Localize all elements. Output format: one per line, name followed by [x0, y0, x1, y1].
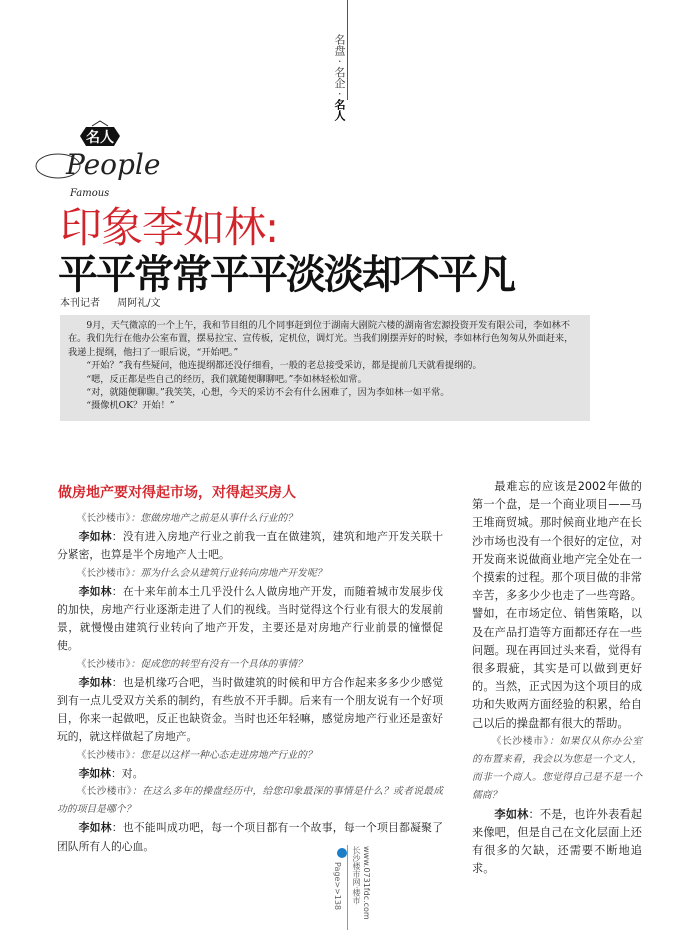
magazine-name: 《长沙楼市》 [76, 513, 131, 524]
magazine-name: 《长沙楼市》 [76, 749, 131, 761]
section-item-mingqi: 名企 [333, 66, 346, 89]
paragraph-text: 也是机缘巧合吧，当时做建筑的时候和甲方合作起来多多少少感觉到有一点儿受双方关系的制约，有些放不开手脚。后来有一个朋友说有一个好项目，你来一起做吧，反正也缺资金。当时也还年轻嘛，感觉房地产行业还是蛮好玩的，就这样做起了房地产。 [57, 675, 444, 744]
paragraph-text: 也不能叫成功吧，每一个项目都有一个故事，每一个项目都凝聚了团队所有人的心血。 [57, 821, 444, 853]
footer-line [347, 845, 348, 930]
section-divider-line [347, 0, 348, 100]
speaker-name: 李如林 [78, 584, 112, 598]
footer-url-text: www.0731fdc.com [362, 846, 371, 920]
footer-url [351, 846, 371, 920]
question-paragraph: 《长沙楼市》：如果仅从你办公室的布置来看，我会以为您是一个文人，而非一个商人。您觉得自己是不是一个儒商？ [472, 735, 643, 802]
paragraph-text: 不是，也许外表看起来像吧，但是自己在文化层面上还有很多的欠缺，还需要不断地追求。 [472, 807, 642, 876]
speaker-name: 李如林 [78, 675, 112, 689]
speaker-name: 李如林 [494, 807, 529, 821]
subheading: 做房地产要对得起市场，对得起买房人 [58, 485, 296, 501]
magazine-name: 《长沙楼市》 [76, 567, 131, 579]
question-paragraph: 《长沙楼市》：那为什么会从建筑行业转向房地产开发呢？ [76, 567, 327, 579]
lead-paragraph: “摄像机OK？开始！” [86, 400, 175, 412]
separator: · [333, 59, 346, 63]
svg-text:名人: 名人 [86, 130, 114, 146]
page-number: Page>>138 [333, 862, 342, 911]
answer-paragraph: 李如林：对。 [78, 766, 144, 780]
question-paragraph: 《长沙楼市》：您是以这样一种心态走进房地产行业的？ [76, 749, 317, 761]
magazine-name: 《长沙楼市》 [76, 786, 132, 798]
answer-paragraph: 李如林：不是，也许外表看起来像吧，但是自己在文化层面上还有很多的欠缺，还需要不断地追求。 [472, 807, 642, 876]
section-item-mingren: 名人 [333, 99, 346, 121]
footer-site-text: 长沙楼市网·楼市 [352, 846, 361, 905]
separator: · [333, 92, 346, 96]
famous-people-logo [30, 120, 180, 200]
lead-paragraph: “对，就随便聊聊。”我笑笑，心想，今天的采访不会有什么困难了，因为李如林一如平常。 [86, 387, 450, 399]
svg-text:People: People [66, 148, 161, 181]
paragraph-text: 那为什么会从建筑行业转向房地产开发呢？ [140, 567, 327, 579]
title-line-2: 平平常常平平淡淡却不平凡 [58, 252, 514, 298]
paragraph-text: 没有进入房地产行业之前我一直在做建筑，建筑和地产开发关联十分紧密，也算是半个房地产人士吧。 [57, 530, 444, 562]
footer-dot-icon [337, 848, 347, 858]
answer-paragraph: 李如林：在十来年前本土几乎没什么人做房地产开发，而随着城市发展步伐的加快，房地产行业逐渐走进了人们的视线。当时觉得这个行业有很大的发展前景，就慢慢由建筑行业转向了地产开发，主要还是对房地产行业前景的憧憬促使。 [57, 584, 444, 653]
byline-role: 本刊记者 [60, 298, 100, 309]
paragraph-text: 您做房地产之前是从事什么行业的？ [140, 513, 298, 524]
byline-author: 周阿礼/文 [117, 298, 161, 309]
paragraph-text: 如果仅从你办公室的布置来看，我会以为您是一个文人，而非一个商人。您觉得自己是不是一个儒商？ [472, 735, 643, 802]
left-column [57, 510, 443, 856]
speaker-name: 李如林 [78, 530, 112, 544]
paragraph-text: 最难忘的应该是2002年做的第一个盘，是一个商业项目——马王堆商贸城。那时候商业地产在长沙市场也没有一个很好的定位，对开发商来说做商业地产完全处在一个摸索的过程。那个项目做的非常辛苦，多多少少也走了一些弯路。譬如，在市场定位、销售策略，以及在产品打造等方面都还存在一些问题。现在再回过头来看，觉得有很多瑕疵，其实是可以做到更好的。当然，正式因为这个项目的成功和失败两方面经验的积累，给自己以后的操盘都有很大的帮助。 [472, 480, 642, 730]
section-item-mingpan: 名盘 [333, 34, 346, 56]
lead-paragraph: “开始？”我有些疑问，他连提纲都还没仔细看，一般的老总接受采访，都是提前几天就看提纲的。 [86, 360, 482, 372]
magazine-name: 《长沙楼市》 [76, 658, 131, 670]
answer-paragraph: 李如林：没有进入房地产行业之前我一直在做建筑，建筑和地产开发关联十分紧密，也算是半个房地产人士吧。 [57, 530, 444, 562]
answer-paragraph: 李如林：也是机缘巧合吧，当时做建筑的时候和甲方合作起来多多少少感觉到有一点儿受双方关系的制约，有些放不开手脚。后来有一个朋友说有一个好项目，你来一起做吧，反正也缺资金。当时也还年轻嘛，感觉房地产行业还是蛮好玩的，就这样做起了房地产。 [57, 675, 444, 744]
speaker-name: 李如林 [78, 766, 111, 780]
lead-box [60, 315, 590, 421]
byline [60, 298, 175, 310]
title-line-1: 印象李如林: [60, 203, 279, 252]
question-paragraph: 《长沙楼市》：在这么多年的操盘经历中，给您印象最深的事情是什么？或者说最成功的项目是哪个？ [57, 786, 444, 816]
paragraph-text: 您是以这样一种心态走进房地产行业的？ [140, 749, 317, 761]
lead-paragraph: “嗯，反正都是些自己的经历，我们就随便聊聊吧。”李如林轻松如常。 [86, 373, 367, 385]
paragraph-text: 促成您的转型有没有一个具体的事情？ [140, 658, 307, 670]
answer-paragraph: 李如林：也不能叫成功吧，每一个项目都有一个故事，每一个项目都凝聚了团队所有人的心血。 [57, 821, 444, 853]
paragraph-text: 在十来年前本土几乎没什么人做房地产开发，而随着城市发展步伐的加快，房地产行业逐渐走进了人们的视线。当时觉得这个行业有很大的发展前景，就慢慢由建筑行业转向了地产开发，主要还是对房地产行业前景的憧憬促使。 [57, 584, 444, 653]
right-column [472, 478, 642, 878]
paragraph-text: 对。 [121, 766, 144, 780]
paragraph-text: 在这么多年的操盘经历中，给您印象最深的事情是什么？或者说最成功的项目是哪个？ [57, 786, 444, 816]
svg-text:Famous: Famous [70, 188, 110, 199]
speaker-name: 李如林 [78, 821, 112, 835]
question-paragraph: 《长沙楼市》：您做房地产之前是从事什么行业的？ [76, 513, 298, 524]
question-paragraph: 《长沙楼市》：促成您的转型有没有一个具体的事情？ [76, 658, 307, 670]
body-paragraph [472, 478, 642, 733]
section-nav [331, 34, 345, 121]
magazine-name: 《长沙楼市》 [491, 735, 550, 747]
lead-paragraph: 9月，天气微凉的一个上午，我和节目组的几个同事赶到位于湖南大剧院六楼的湖南省宏源投资开发有限公司，李如林不在。我们先行在他办公室布置，摆易拉宝、宣传板，定机位，调灯光。当我们刚摆弄好的时候，李如林行色匆匆从外面赶来，我递上提纲，他扫了一眼后说，“开始吧。” [68, 320, 574, 358]
